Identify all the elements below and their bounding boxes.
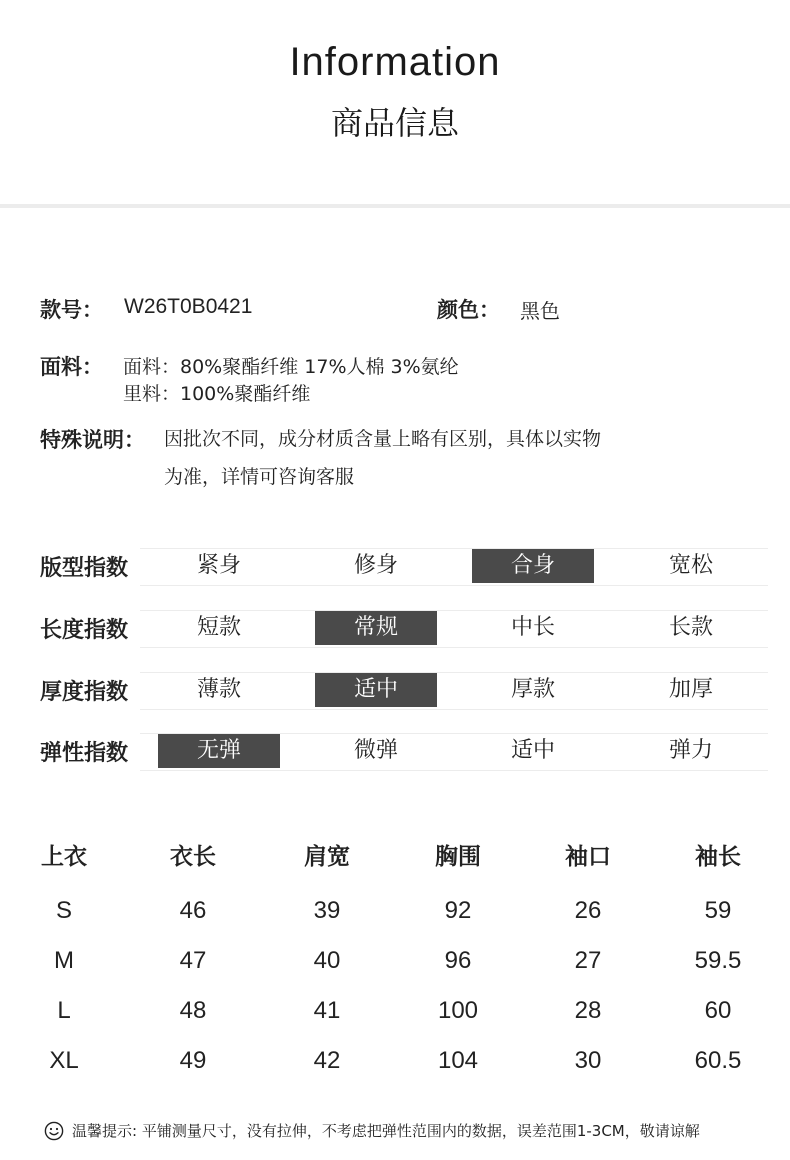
index-option-selected: 常规 bbox=[315, 611, 437, 645]
index-label: 版型指数 bbox=[40, 556, 129, 581]
fabric-lining: 里料：100%聚酯纤维 bbox=[123, 383, 311, 405]
size-cell: 104 bbox=[437, 1047, 479, 1074]
fabric-outer: 面料：80%聚酯纤维 17%人棉 3%氨纶 bbox=[123, 356, 459, 378]
size-cell: 59 bbox=[704, 897, 732, 924]
size-cell: 41 bbox=[313, 997, 341, 1024]
index-option: 加厚 bbox=[668, 677, 713, 702]
index-label: 厚度指数 bbox=[40, 680, 129, 705]
size-cell: 26 bbox=[574, 897, 602, 924]
smiley-icon bbox=[44, 1121, 64, 1141]
size-cell: 60.5 bbox=[694, 1047, 742, 1074]
index-option-selected: 无弹 bbox=[158, 734, 280, 768]
size-cell: 59.5 bbox=[694, 947, 742, 974]
index-option: 长款 bbox=[668, 615, 713, 640]
style-no-value: W26T0B0421 bbox=[124, 295, 253, 318]
style-no-label: 款号： bbox=[40, 298, 103, 322]
size-table-header: 肩宽 bbox=[304, 844, 350, 870]
index-option: 修身 bbox=[353, 553, 398, 578]
size-label: M bbox=[54, 947, 74, 974]
color-value: 黑色 bbox=[520, 299, 560, 323]
size-table-header: 胸围 bbox=[435, 844, 481, 870]
size-cell: 47 bbox=[179, 947, 207, 974]
index-option: 适中 bbox=[510, 738, 555, 763]
page-title-en: Information bbox=[289, 40, 501, 84]
header-divider bbox=[0, 204, 790, 208]
index-option: 薄款 bbox=[196, 677, 241, 702]
color-label: 颜色： bbox=[437, 298, 500, 322]
index-option: 紧身 bbox=[196, 553, 241, 578]
size-cell: 42 bbox=[313, 1047, 341, 1074]
index-option-selected: 合身 bbox=[472, 549, 594, 583]
size-table-header: 衣长 bbox=[170, 844, 216, 870]
footer-note: 温馨提示: 平铺测量尺寸，没有拉伸，不考虑把弹性范围内的数据，误差范围1-3CM，敬请谅解 bbox=[72, 1122, 700, 1140]
size-table-header: 袖长 bbox=[695, 844, 741, 870]
size-label: S bbox=[55, 897, 72, 924]
size-table-header: 袖口 bbox=[565, 844, 611, 870]
page-title-cn: 商品信息 bbox=[330, 104, 459, 142]
special-note-line1: 因批次不同，成分材质含量上略有区别，具体以实物 bbox=[164, 428, 602, 450]
index-option: 宽松 bbox=[668, 553, 713, 578]
index-option: 中长 bbox=[510, 615, 555, 640]
index-option: 弹力 bbox=[668, 738, 713, 763]
size-cell: 48 bbox=[179, 997, 207, 1024]
size-cell: 92 bbox=[444, 897, 472, 924]
index-label: 弹性指数 bbox=[40, 741, 129, 766]
index-option: 短款 bbox=[196, 615, 241, 640]
index-option: 厚款 bbox=[510, 677, 555, 702]
size-cell: 49 bbox=[179, 1047, 207, 1074]
size-cell: 60 bbox=[704, 997, 732, 1024]
size-cell: 28 bbox=[574, 997, 602, 1024]
size-label: XL bbox=[49, 1047, 79, 1074]
special-note-line2: 为准，详情可咨询客服 bbox=[164, 466, 355, 488]
size-table-header: 上衣 bbox=[41, 844, 87, 870]
size-label: L bbox=[57, 997, 71, 1024]
fabric-label: 面料： bbox=[40, 355, 103, 379]
index-label: 长度指数 bbox=[40, 618, 129, 643]
size-cell: 39 bbox=[313, 897, 341, 924]
size-cell: 46 bbox=[179, 897, 207, 924]
index-option: 微弹 bbox=[353, 738, 398, 763]
size-cell: 40 bbox=[313, 947, 341, 974]
size-cell: 30 bbox=[574, 1047, 602, 1074]
special-note-label: 特殊说明： bbox=[40, 428, 145, 452]
size-cell: 27 bbox=[574, 947, 602, 974]
index-option-selected: 适中 bbox=[315, 673, 437, 707]
size-cell: 100 bbox=[437, 997, 479, 1024]
size-cell: 96 bbox=[444, 947, 472, 974]
